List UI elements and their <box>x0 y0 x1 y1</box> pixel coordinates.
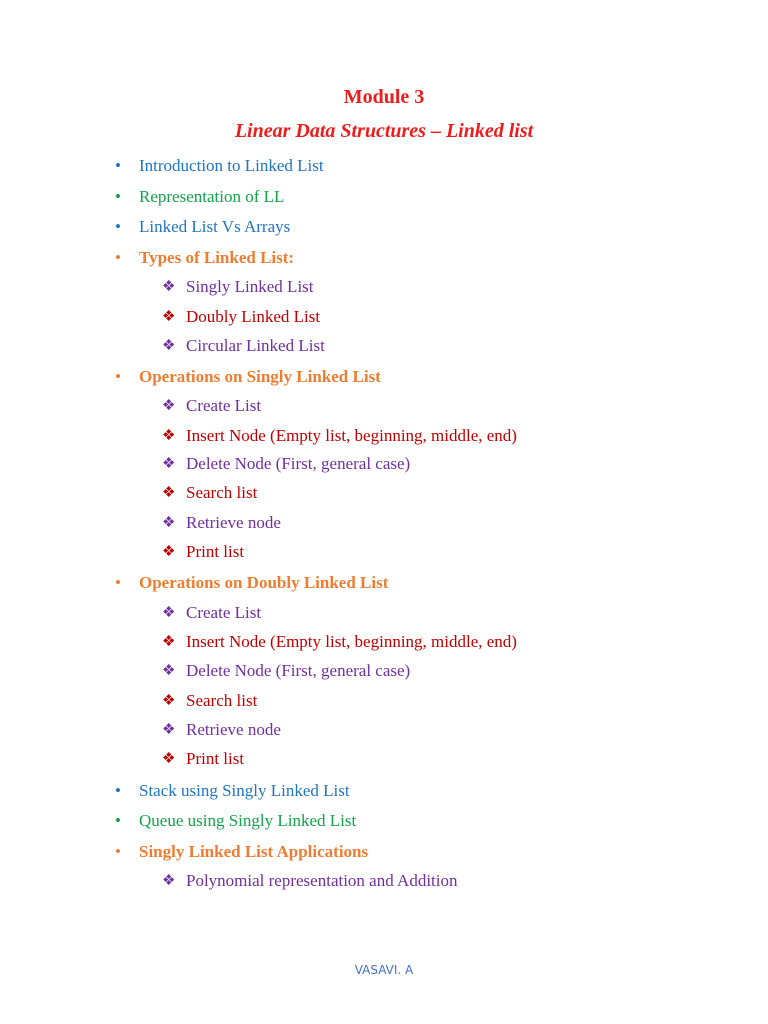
list-item-text: Linked List Vs Arrays <box>139 217 291 236</box>
page-footer: VASAVI. A <box>354 963 414 977</box>
diamond-bullet-icon: ❖ <box>162 398 176 414</box>
bullet-icon: • <box>115 781 121 800</box>
diamond-bullet-icon: ❖ <box>162 515 176 531</box>
sub-list-item-text: Singly Linked List <box>186 277 314 296</box>
sub-list-item-text: Insert Node (Empty list, beginning, middle, end) <box>186 426 517 445</box>
list-item-text: Introduction to Linked List <box>139 156 324 175</box>
diamond-bullet-icon: ❖ <box>162 309 176 325</box>
bullet-icon: • <box>115 573 121 592</box>
list-item-text: Operations on Doubly Linked List <box>139 573 389 592</box>
diamond-bullet-icon: ❖ <box>162 722 176 738</box>
bullet-icon: • <box>115 811 121 830</box>
diamond-bullet-icon: ❖ <box>162 751 176 767</box>
sub-list-item-text: Doubly Linked List <box>186 307 321 326</box>
bullet-icon: • <box>115 187 121 206</box>
sub-list-item-text: Search list <box>186 691 258 710</box>
diamond-bullet-icon: ❖ <box>162 693 176 709</box>
diamond-bullet-icon: ❖ <box>162 605 176 621</box>
sub-list-item-text: Create List <box>186 603 262 622</box>
sub-list-item-text: Circular Linked List <box>186 336 325 355</box>
sub-list-item-text: Print list <box>186 749 245 768</box>
list-item-text: Stack using Singly Linked List <box>139 781 350 800</box>
diamond-bullet-icon: ❖ <box>162 428 176 444</box>
sub-list-item-text: Insert Node (Empty list, beginning, middle, end) <box>186 632 517 651</box>
list-item-text: Representation of LL <box>139 187 285 206</box>
sub-list-item-text: Create List <box>186 396 262 415</box>
sub-list-item-text: Polynomial representation and Addition <box>186 871 458 890</box>
sub-list-item-text: Print list <box>186 542 245 561</box>
page-subtitle: Linear Data Structures – Linked list <box>234 120 534 142</box>
sub-list-item-text: Search list <box>186 483 258 502</box>
diamond-bullet-icon: ❖ <box>162 873 176 889</box>
list-item-text: Queue using Singly Linked List <box>139 811 357 830</box>
diamond-bullet-icon: ❖ <box>162 456 176 472</box>
bullet-icon: • <box>115 842 121 861</box>
diamond-bullet-icon: ❖ <box>162 544 176 560</box>
list-item-text: Operations on Singly Linked List <box>139 367 381 386</box>
sub-list-item-text: Retrieve node <box>186 513 281 532</box>
diamond-bullet-icon: ❖ <box>162 338 176 354</box>
bullet-icon: • <box>115 248 121 267</box>
list-item-text: Types of Linked List: <box>139 248 295 267</box>
page-title: Module 3 <box>343 86 425 108</box>
list-item-text: Singly Linked List Applications <box>139 842 369 861</box>
diamond-bullet-icon: ❖ <box>162 663 176 679</box>
bullet-icon: • <box>115 367 121 386</box>
bullet-icon: • <box>115 217 121 236</box>
diamond-bullet-icon: ❖ <box>162 279 176 295</box>
sub-list-item-text: Delete Node (First, general case) <box>186 661 411 680</box>
diamond-bullet-icon: ❖ <box>162 634 176 650</box>
bullet-icon: • <box>115 156 121 175</box>
sub-list-item-text: Retrieve node <box>186 720 281 739</box>
diamond-bullet-icon: ❖ <box>162 485 176 501</box>
sub-list-item-text: Delete Node (First, general case) <box>186 454 411 473</box>
